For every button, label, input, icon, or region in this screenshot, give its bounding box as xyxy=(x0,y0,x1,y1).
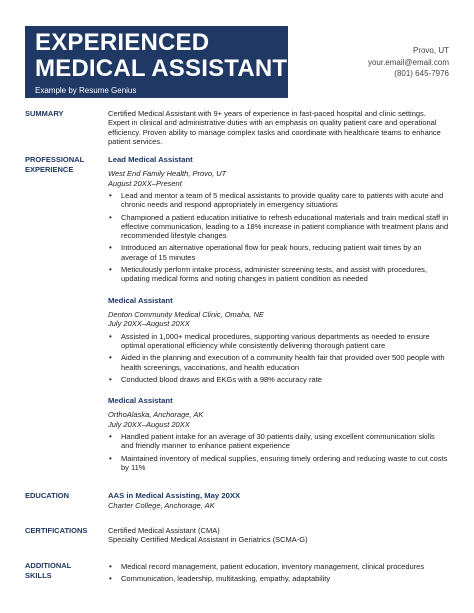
certifications-body xyxy=(108,526,449,545)
job-bullets xyxy=(108,332,449,384)
job-employer: Denton Community Medical Clinic, Omaha, NE xyxy=(108,309,264,319)
skills-list xyxy=(108,562,449,584)
job-title: Lead Medical Assistant xyxy=(108,155,193,164)
summary-heading: SUMMARY xyxy=(25,109,64,118)
education-degree: AAS in Medical Assisting, May 20XX xyxy=(108,491,241,500)
job-bullet: • Handled patient intake for an average of 30 patients daily, using excellent communication skills and friendly manner to enhance patient experience xyxy=(108,432,449,451)
job-entry xyxy=(108,396,449,472)
experience-heading-line-1: PROFESSIONAL xyxy=(25,155,85,164)
job-bullet: • Meticulously perform intake process, administer screening tests, and assist with procedures, updating medical forms and noting changes in patient condition as needed xyxy=(108,265,449,284)
job-bullet: • Championed a patient education initiative to refresh educational materials and train medical staff in effective communication, leading to a 18% increase in patient compliance with treatment plans and recommended lifestyle changes xyxy=(108,213,449,241)
experience-heading xyxy=(25,155,100,175)
contact-phone: (801) 645-7976 xyxy=(394,69,449,78)
job-bullets xyxy=(108,432,449,472)
skill-item: • Medical record management, patient education, inventory management, clinical procedures xyxy=(108,562,449,571)
resume-title-banner xyxy=(25,26,288,98)
job-entry xyxy=(108,296,449,384)
job-dates: August 20XX–Present xyxy=(108,178,182,188)
certification-item: Specialty Certified Medical Assistant in Geriatrics (SCMA-G) xyxy=(108,535,308,545)
education-body xyxy=(108,491,449,511)
education-heading: EDUCATION xyxy=(25,491,70,500)
job-employer: West End Family Health, Provo, UT xyxy=(108,169,227,178)
certifications-heading: CERTIFICATIONS xyxy=(25,526,88,535)
job-dates: July 20XX–August 20XX xyxy=(108,319,190,329)
contact-email: your.email@email.com xyxy=(367,57,449,67)
certification-item: Certified Medical Assistant (CMA) xyxy=(108,526,220,535)
resume-subtitle: Example by Resume Genius xyxy=(35,86,137,95)
resume-title-line-2: MEDICAL ASSISTANT xyxy=(35,55,288,82)
skills-body xyxy=(108,561,449,587)
job-bullet: • Lead and mentor a team of 5 medical assistants to provide quality care to patients with acute and chronic needs and respond appropriately in emergency situations xyxy=(108,191,449,210)
contact-location: Provo, UT xyxy=(412,46,449,55)
job-title: Medical Assistant xyxy=(108,295,173,305)
summary-text: Certified Medical Assistant with 9+ years of experience in fast-paced hospital and clinic settings. Expert in clinical and administrative duties with an emphasis on quality patient care and operational efficiency. Proven ability to manage complex tasks and coordinate with healthcare teams to enhance patient services. xyxy=(108,109,441,146)
skills-heading-line-2: SKILLS xyxy=(25,571,52,580)
skills-heading xyxy=(25,561,100,581)
education-school: Charter College, Anchorage, AK xyxy=(108,501,215,510)
job-dates: July 20XX–August 20XX xyxy=(108,419,190,429)
job-entry xyxy=(108,155,449,284)
skills-heading-line-1: ADDITIONAL xyxy=(25,561,72,570)
experience-body xyxy=(108,155,449,475)
contact-block xyxy=(368,45,449,80)
job-bullets xyxy=(108,191,449,284)
job-bullet: • Maintained inventory of medical supplies, ensuring timely ordering and reducing waste to cut costs by 11% xyxy=(108,454,449,473)
job-title: Medical Assistant xyxy=(108,396,173,406)
job-bullet: • Conducted blood draws and EKGs with a 98% accuracy rate xyxy=(108,375,449,384)
job-bullet: • Aided in the planning and execution of a community health fair that provided over 500 people with health screenings, vaccinations, and health education xyxy=(108,353,449,372)
resume-title-line-1: EXPERIENCED xyxy=(35,29,210,56)
job-bullet: • Assisted in 1,000+ medical procedures, supporting various departments as needed to ensure optimal operational efficiency while consistently delivering thorough patient care xyxy=(108,332,449,351)
experience-heading-line-2: EXPERIENCE xyxy=(25,165,74,174)
job-employer: OrthoAlaska, Anchorage, AK xyxy=(108,410,204,420)
job-bullet: • Introduced an alternative operational flow for peak hours, reducing patient wait times by an average of 15 minutes xyxy=(108,243,449,262)
skill-item: • Communication, leadership, multitasking, empathy, adaptability xyxy=(108,574,449,583)
